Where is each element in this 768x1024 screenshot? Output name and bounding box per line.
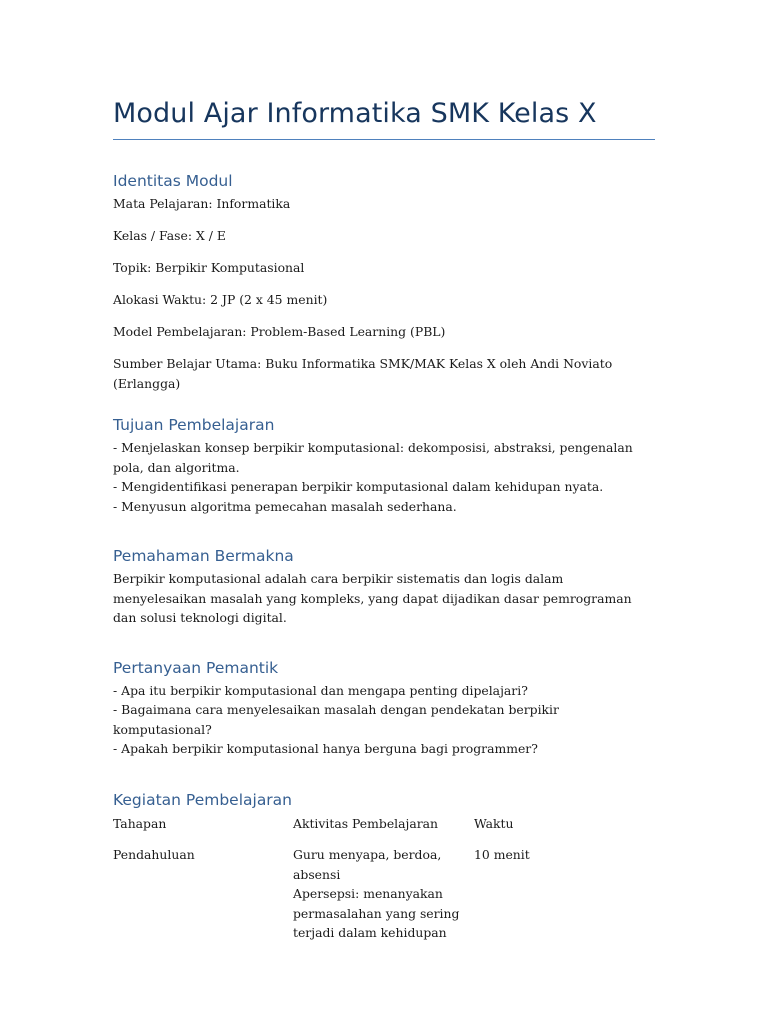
pertanyaan-item: - Apa itu berpikir komputasional dan mengapa penting dipelajari? — [113, 682, 528, 698]
table-header-cell: Tahapan — [113, 815, 167, 831]
table-header-cell: Waktu — [474, 815, 514, 831]
tujuan-item: - Menyusun algoritma pemecahan masalah sederhana. — [113, 498, 457, 514]
identitas-list — [113, 194, 655, 393]
table-header-row — [113, 814, 655, 834]
section-heading-kegiatan: Kegiatan Pembelajaran — [113, 790, 293, 809]
pertanyaan-item: - Apakah berpikir komputasional hanya berguna bagi programmer? — [113, 741, 538, 756]
tujuan-item: - Menjelaskan konsep berpikir komputasional: dekomposisi, abstraksi, pengenalan pola, dan algoritma. — [113, 440, 633, 475]
identitas-item: Mata Pelajaran: Informatika — [113, 196, 291, 211]
kegiatan-table — [113, 814, 655, 943]
section-heading-pemahaman: Pemahaman Bermakna — [113, 547, 294, 565]
section-heading-pertanyaan: Pertanyaan Pemantik — [113, 658, 279, 677]
pertanyaan-list — [113, 681, 655, 759]
table-cell-waktu: 10 menit — [474, 847, 530, 862]
document-page — [113, 0, 655, 943]
table-row — [113, 845, 655, 943]
pemahaman-text: Berpikir komputasional adalah cara berpikir sistematis dan logis dalam menyelesaikan masalah yang kompleks, yang dapat dijadikan dasar pemrograman dan solusi teknologi digital. — [113, 571, 632, 625]
identitas-item: Alokasi Waktu: 2 JP (2 x 45 menit) — [113, 292, 328, 307]
document-title: Modul Ajar Informatika SMK Kelas X — [113, 98, 597, 129]
title-underline — [113, 139, 655, 140]
aktivitas-line: Guru menyapa, berdoa, absensi — [293, 847, 442, 882]
tujuan-item: - Mengidentifikasi penerapan berpikir komputasional dalam kehidupan nyata. — [113, 479, 604, 494]
table-header-cell: Aktivitas Pembelajaran — [293, 815, 439, 831]
aktivitas-line: Apersepsi: menanyakan permasalahan yang sering terjadi dalam kehidupan — [293, 886, 460, 940]
table-cell-aktivitas — [293, 845, 474, 943]
section-heading-identitas: Identitas Modul — [113, 172, 233, 190]
tujuan-list — [113, 438, 655, 516]
pertanyaan-item: - Bagaimana cara menyelesaikan masalah dengan pendekatan berpikir komputasional? — [113, 702, 559, 737]
identitas-item: Model Pembelajaran: Problem-Based Learning (PBL) — [113, 324, 446, 339]
identitas-item: Kelas / Fase: X / E — [113, 228, 226, 243]
identitas-item: Topik: Berpikir Komputasional — [113, 260, 305, 275]
section-heading-tujuan: Tujuan Pembelajaran — [113, 416, 275, 434]
table-cell-tahapan: Pendahuluan — [113, 847, 195, 862]
identitas-item: Sumber Belajar Utama: Buku Informatika SMK/MAK Kelas X oleh Andi Noviato (Erlangga) — [113, 356, 613, 391]
